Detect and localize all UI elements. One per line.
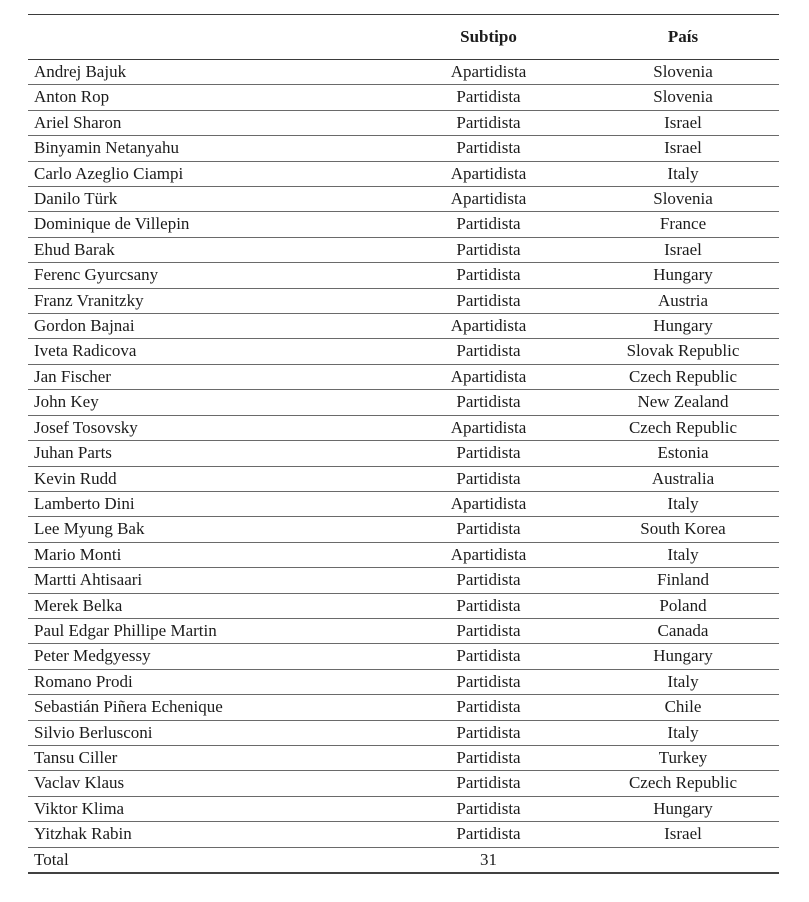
- cell-pais: Slovenia: [587, 187, 779, 212]
- cell-name: Ariel Sharon: [28, 110, 390, 135]
- cell-subtipo: Partidista: [390, 237, 587, 262]
- cell-name: Juhan Parts: [28, 441, 390, 466]
- cell-subtipo: Partidista: [390, 288, 587, 313]
- table-row: [28, 796, 779, 821]
- table-row: [28, 288, 779, 313]
- cell-pais: Hungary: [587, 796, 779, 821]
- cell-subtipo: Partidista: [390, 796, 587, 821]
- cell-subtipo: Partidista: [390, 669, 587, 694]
- table-row: [28, 695, 779, 720]
- cell-name: Ferenc Gyurcsany: [28, 263, 390, 288]
- cell-subtipo: Partidista: [390, 466, 587, 491]
- cell-pais: Israel: [587, 136, 779, 161]
- cell-name: Josef Tosovsky: [28, 415, 390, 440]
- cell-subtipo: Apartidista: [390, 364, 587, 389]
- table-row: [28, 364, 779, 389]
- table-row: [28, 568, 779, 593]
- cell-name: Franz Vranitzky: [28, 288, 390, 313]
- cell-pais: Italy: [587, 669, 779, 694]
- total-pais: [587, 847, 779, 873]
- table-row: [28, 491, 779, 516]
- table-row: [28, 669, 779, 694]
- cell-subtipo: Partidista: [390, 593, 587, 618]
- table-row: [28, 745, 779, 770]
- table-row: [28, 720, 779, 745]
- cell-pais: Czech Republic: [587, 364, 779, 389]
- cell-subtipo: Apartidista: [390, 314, 587, 339]
- cell-name: Merek Belka: [28, 593, 390, 618]
- cell-name: Yitzhak Rabin: [28, 822, 390, 847]
- cell-subtipo: Partidista: [390, 771, 587, 796]
- header-name: [28, 15, 390, 60]
- table-row: [28, 237, 779, 262]
- cell-subtipo: Apartidista: [390, 187, 587, 212]
- cell-subtipo: Partidista: [390, 263, 587, 288]
- table-row: [28, 110, 779, 135]
- header-row: [28, 15, 779, 60]
- cell-name: Jan Fischer: [28, 364, 390, 389]
- cell-subtipo: Partidista: [390, 822, 587, 847]
- total-row: [28, 847, 779, 873]
- cell-name: Binyamin Netanyahu: [28, 136, 390, 161]
- cell-subtipo: Partidista: [390, 618, 587, 643]
- cell-subtipo: Apartidista: [390, 415, 587, 440]
- cell-name: Sebastián Piñera Echenique: [28, 695, 390, 720]
- table-row: [28, 187, 779, 212]
- cell-pais: Czech Republic: [587, 415, 779, 440]
- cell-name: Viktor Klima: [28, 796, 390, 821]
- cell-subtipo: Partidista: [390, 695, 587, 720]
- cell-subtipo: Partidista: [390, 339, 587, 364]
- cell-subtipo: Partidista: [390, 212, 587, 237]
- cell-name: Carlo Azeglio Ciampi: [28, 161, 390, 186]
- cell-name: Gordon Bajnai: [28, 314, 390, 339]
- cell-name: Vaclav Klaus: [28, 771, 390, 796]
- table-row: [28, 390, 779, 415]
- cell-pais: Estonia: [587, 441, 779, 466]
- cell-pais: Hungary: [587, 314, 779, 339]
- table-row: [28, 212, 779, 237]
- cell-subtipo: Partidista: [390, 136, 587, 161]
- table-body: [28, 60, 779, 848]
- table-row: [28, 644, 779, 669]
- cell-subtipo: Partidista: [390, 441, 587, 466]
- table-row: [28, 263, 779, 288]
- header-subtipo: Subtipo: [390, 15, 587, 60]
- cell-name: Anton Rop: [28, 85, 390, 110]
- cell-name: Lamberto Dini: [28, 491, 390, 516]
- cell-name: Dominique de Villepin: [28, 212, 390, 237]
- table-row: [28, 85, 779, 110]
- cell-subtipo: Partidista: [390, 85, 587, 110]
- cell-name: Lee Myung Bak: [28, 517, 390, 542]
- table-row: [28, 542, 779, 567]
- cell-pais: Hungary: [587, 644, 779, 669]
- cell-name: Romano Prodi: [28, 669, 390, 694]
- cell-name: Silvio Berlusconi: [28, 720, 390, 745]
- cell-subtipo: Partidista: [390, 517, 587, 542]
- table-row: [28, 314, 779, 339]
- cell-pais: Slovenia: [587, 85, 779, 110]
- table-row: [28, 60, 779, 85]
- table-row: [28, 339, 779, 364]
- cell-pais: Australia: [587, 466, 779, 491]
- cell-name: Paul Edgar Phillipe Martin: [28, 618, 390, 643]
- cell-subtipo: Partidista: [390, 720, 587, 745]
- total-value: 31: [390, 847, 587, 873]
- cell-subtipo: Partidista: [390, 390, 587, 415]
- cell-name: Martti Ahtisaari: [28, 568, 390, 593]
- cell-name: Tansu Ciller: [28, 745, 390, 770]
- table-row: [28, 771, 779, 796]
- cell-pais: Chile: [587, 695, 779, 720]
- cell-pais: Poland: [587, 593, 779, 618]
- cell-name: Ehud Barak: [28, 237, 390, 262]
- cell-pais: Hungary: [587, 263, 779, 288]
- cell-pais: Italy: [587, 491, 779, 516]
- cell-pais: Slovak Republic: [587, 339, 779, 364]
- cell-pais: Finland: [587, 568, 779, 593]
- cell-pais: Turkey: [587, 745, 779, 770]
- cell-pais: Israel: [587, 822, 779, 847]
- table-row: [28, 517, 779, 542]
- cell-subtipo: Apartidista: [390, 491, 587, 516]
- leaders-table: [28, 14, 779, 874]
- cell-name: John Key: [28, 390, 390, 415]
- cell-pais: Italy: [587, 161, 779, 186]
- cell-pais: Israel: [587, 237, 779, 262]
- table-row: [28, 441, 779, 466]
- cell-subtipo: Apartidista: [390, 161, 587, 186]
- cell-pais: Canada: [587, 618, 779, 643]
- cell-pais: Czech Republic: [587, 771, 779, 796]
- table-row: [28, 136, 779, 161]
- cell-pais: Austria: [587, 288, 779, 313]
- cell-name: Danilo Türk: [28, 187, 390, 212]
- cell-name: Andrej Bajuk: [28, 60, 390, 85]
- cell-pais: France: [587, 212, 779, 237]
- cell-name: Kevin Rudd: [28, 466, 390, 491]
- cell-pais: Italy: [587, 720, 779, 745]
- cell-pais: Israel: [587, 110, 779, 135]
- cell-name: Peter Medgyessy: [28, 644, 390, 669]
- cell-subtipo: Partidista: [390, 110, 587, 135]
- cell-pais: Slovenia: [587, 60, 779, 85]
- cell-subtipo: Apartidista: [390, 542, 587, 567]
- table-row: [28, 161, 779, 186]
- table-row: [28, 415, 779, 440]
- table-row: [28, 466, 779, 491]
- cell-subtipo: Partidista: [390, 644, 587, 669]
- cell-subtipo: Partidista: [390, 745, 587, 770]
- cell-pais: Italy: [587, 542, 779, 567]
- total-label: Total: [28, 847, 390, 873]
- cell-pais: South Korea: [587, 517, 779, 542]
- table-row: [28, 593, 779, 618]
- table-row: [28, 822, 779, 847]
- cell-name: Mario Monti: [28, 542, 390, 567]
- cell-subtipo: Partidista: [390, 568, 587, 593]
- cell-pais: New Zealand: [587, 390, 779, 415]
- header-pais: País: [587, 15, 779, 60]
- cell-name: Iveta Radicova: [28, 339, 390, 364]
- cell-subtipo: Apartidista: [390, 60, 587, 85]
- table-row: [28, 618, 779, 643]
